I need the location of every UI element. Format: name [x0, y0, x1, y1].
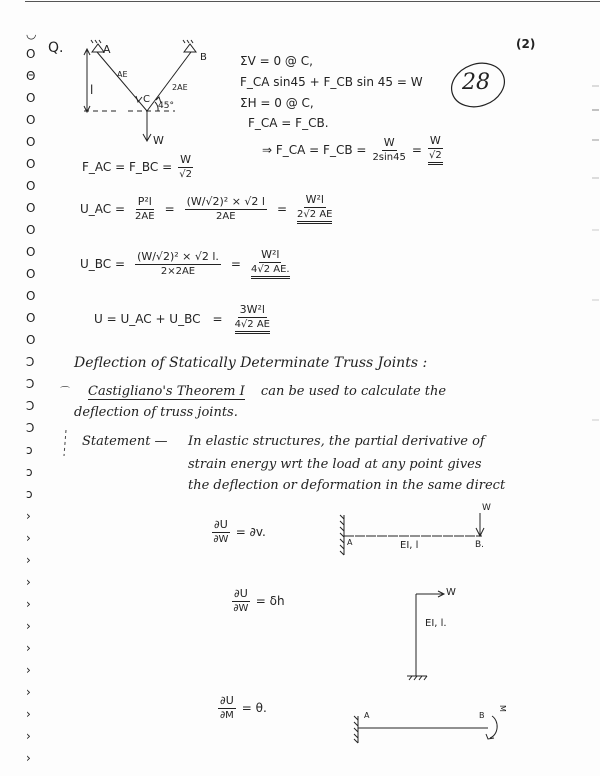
binding-hole-icon: ɔ [26, 443, 33, 457]
binding-hole-icon: O [26, 311, 36, 325]
joint-c-label: C [143, 94, 150, 105]
binding-hole-icon: O [26, 179, 36, 193]
binding-hole-icon: ɔ [26, 487, 33, 501]
binding-hole-icon: O [26, 267, 36, 281]
statement-line3: the deflection or deformation in the same direct [188, 478, 506, 493]
page-top-edge [25, 1, 600, 2]
strain-energy-bc-eq: U_BC = $\frac{\text{(W/√2)² × √2 l.}}{2\times 2AE}$ = $\frac{\text{W²l}}{4√2 AE.}$ [80, 248, 290, 277]
formula-vertical-deflection: $\frac{\partial U}{\partial W}$ = ∂v. [213, 518, 266, 545]
binding-hole-icon: › [26, 509, 31, 523]
beam2-end-a: A [364, 711, 370, 720]
binding-hole-icon: › [26, 685, 31, 699]
eq-sum-vertical: ΣV = 0 @ C, [240, 54, 313, 68]
member-forces-eq: F_AC = F_BC = $\frac{W}{√2}$ [82, 153, 192, 180]
fraction: $\frac{W}{√2}$ [179, 153, 192, 180]
binding-hole-icon: › [26, 575, 31, 589]
cantilever-moment-diagram [350, 710, 520, 755]
binding-hole-icon: › [26, 553, 31, 567]
fraction-result: $\frac{\text{3W²l}}{4√2 AE}$ [235, 303, 270, 334]
binding-hole-icon: Ɔ [26, 355, 35, 369]
binding-hole-icon: ◡ [26, 27, 37, 41]
section-heading: Deflection of Statically Determinate Truss Joints : [74, 355, 428, 371]
fraction-result: $\frac{\text{W²l}}{2√2 AE}$ [297, 193, 332, 224]
theorem-name: Castigliano's Theorem I [88, 384, 245, 399]
fraction-result: $\frac{W}{√2}$ [428, 134, 443, 165]
eq-force-result-lhs: ⇒ F_CA = F_CB = [262, 142, 367, 157]
binding-hole-icon: Ɔ [26, 377, 35, 391]
margin-line [62, 428, 68, 458]
frame-load-label: W [446, 587, 456, 598]
formula-horizontal-deflection: $\frac{\partial U}{\partial W}$ = δh [233, 587, 285, 614]
total-strain-energy-eq: U = U_AC + U_BC = $\frac{\text{3W²l}}{4√2 AE}$ [94, 303, 270, 334]
binding-hole-icon: O [26, 113, 36, 127]
binding-hole-icon: O [26, 223, 36, 237]
binding-hole-icon: O [26, 201, 36, 215]
truss-diagram [60, 40, 240, 160]
member-ac-label: AE [117, 70, 128, 79]
beam1-properties: EI, l [400, 540, 419, 551]
fraction: $\frac{\partial U}{\partial W}$ [233, 587, 249, 614]
binding-hole-icon: O [26, 245, 36, 259]
frame-properties: EI, l. [425, 618, 447, 629]
fraction: $\frac{\partial U}{\partial M}$ [219, 694, 234, 721]
binding-hole-icon: › [26, 531, 31, 545]
fraction: $\frac{\text{(W/√2)² × √2 l.}}{2\times 2AE}$ [137, 250, 219, 277]
binding-hole-icon: Ɔ [26, 399, 35, 413]
beam1-end-b: B. [475, 540, 485, 550]
fraction: $\frac{\partial U}{\partial W}$ [213, 518, 229, 545]
eq-force-equality: F_CA = F_CB. [248, 116, 329, 130]
binding-hole-icon: O [26, 47, 36, 61]
height-label: l [90, 83, 94, 97]
binding-hole-icon: O [26, 91, 36, 105]
beam1-load-label: W [482, 503, 491, 513]
theorem-line2: deflection of truss joints. [74, 405, 238, 420]
page-number: (2) [516, 37, 536, 51]
binding-hole-icon: O [26, 333, 36, 347]
fraction: $\frac{\text{(W/√2)² × √2 l}}{2AE}$ [186, 195, 265, 222]
cantilever-column-diagram [405, 588, 475, 683]
strain-energy-ac-eq: U_AC = $\frac{\text{P²l}}{2AE}$ = $\frac{\text{(W/√2)² × √2 l}}{2AE}$ = $\frac{\text{W²l}}{2√2 AE}$ [80, 193, 333, 222]
binding-hole-icon: O [26, 157, 36, 171]
fraction: $\frac{W}{2\sin 45}$ [372, 136, 406, 163]
eq-force-result: ⇒ F_CA = F_CB = $\frac{W}{2\sin 45}$ = $\frac{W}{√2}$ [262, 134, 442, 163]
beam1-end-a: A [347, 538, 353, 547]
theorem-sentence: Castigliano's Theorem I can be used to calculate the [88, 384, 447, 399]
member-bc-label: 2AE [172, 83, 188, 92]
question-label: Q. [48, 40, 64, 56]
binding-hole-icon: › [26, 641, 31, 655]
binding-hole-icon: › [26, 729, 31, 743]
circled-mark: 28 [462, 70, 490, 95]
binding-hole-icon: › [26, 619, 31, 633]
eq-sum-horizontal: ΣH = 0 @ C, [240, 96, 314, 110]
binding-hole-icon: › [26, 597, 31, 611]
binding-hole-icon: Θ [26, 69, 36, 83]
margin-mark: ⌒ [60, 387, 70, 398]
binding-hole-icon: › [26, 707, 31, 721]
binding-hole-icon: › [26, 751, 31, 765]
support-b-label: B [200, 52, 207, 63]
binding-hole-icon: O [26, 289, 36, 303]
statement-line1: In elastic structures, the partial derivative of [188, 434, 485, 449]
formula-rotation: $\frac{\partial U}{\partial M}$ = θ. [219, 694, 267, 721]
right-margin-marks [585, 0, 600, 776]
angle-label: 45° [158, 101, 174, 111]
statement-label: Statement — [82, 434, 168, 449]
binding-hole-icon: Ɔ [26, 421, 35, 435]
load-label: W [153, 134, 164, 147]
binding-hole-icon: O [26, 135, 36, 149]
beam2-moment-label: M [497, 705, 507, 712]
binding-hole-icon: › [26, 663, 31, 677]
binding-hole-icon: ɔ [26, 465, 33, 479]
beam2-end-b: B [479, 711, 485, 720]
cantilever-point-load-diagram [330, 505, 510, 560]
fraction-result: $\frac{\text{W²l}}{4√2 AE.}$ [251, 248, 290, 279]
eq-vertical-balance: F_CA sin45 + F_CB sin 45 = W [240, 75, 423, 89]
fraction: $\frac{\text{P²l}}{2AE}$ [135, 195, 155, 222]
support-a-label: A [103, 43, 111, 56]
statement-line2: strain energy wrt the load at any point gives [188, 457, 482, 472]
